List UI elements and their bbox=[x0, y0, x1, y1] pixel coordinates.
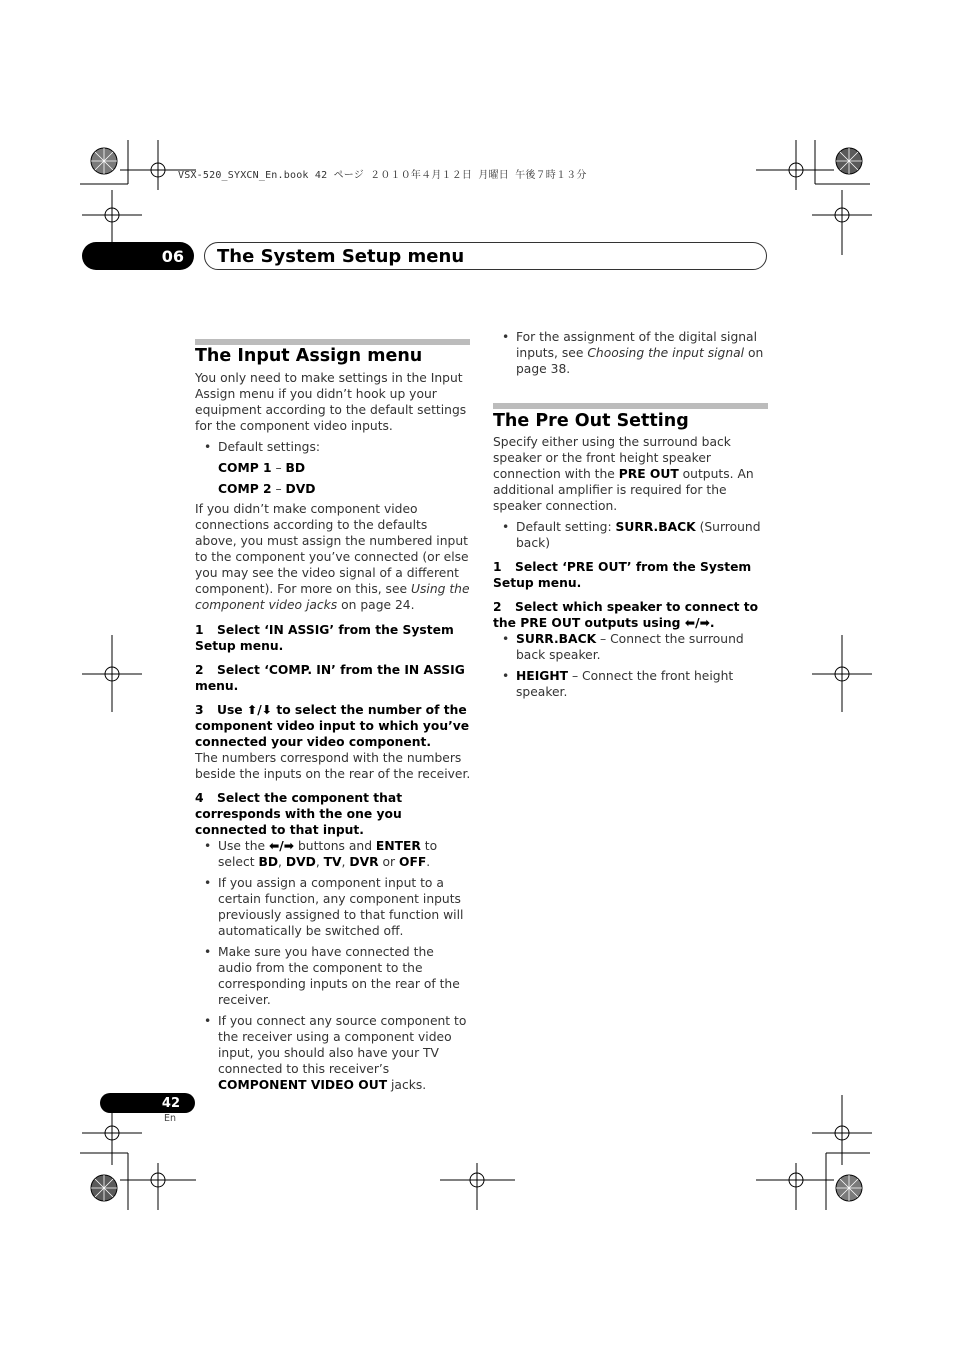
section-rule bbox=[493, 403, 768, 409]
step-1: 1 Select ‘IN ASSIG’ from the System Setup menu. bbox=[195, 623, 454, 653]
digital-signal-note bbox=[493, 329, 769, 377]
input-assign-intro: You only need to make settings in the Input Assign menu if you didn’t hook up your equipment according to the default settings for the component video inputs. bbox=[195, 371, 467, 433]
pre-out-option-surrback: • SURR.BACK – Connect the surround back speaker. bbox=[493, 631, 769, 663]
pre-out-default: • Default setting: SURR.BACK (Surround back) bbox=[493, 519, 769, 551]
input-assign-heading: The Input Assign menu bbox=[195, 346, 423, 366]
step-3: 3 Use ⬆/⬇ to select the number of the component video input to which you’ve connected your video component. bbox=[195, 703, 470, 749]
step-3-note: The numbers correspond with the numbers beside the inputs on the rear of the receiver. bbox=[195, 751, 471, 781]
pre-out-body bbox=[493, 434, 769, 700]
chapter-title bbox=[204, 242, 767, 270]
left-right-arrow-icon: ⬅/➡ bbox=[268, 839, 295, 853]
step-4-bullet-1: • Use the ⬅/➡ buttons and ENTER to select BD, DVD, TV, DVR or OFF. bbox=[195, 838, 471, 870]
step-4: 4 Select the component that corresponds with the one you connected to that input. bbox=[195, 791, 403, 837]
page-number: 42 bbox=[161, 1095, 180, 1111]
chapter-number-tab bbox=[82, 242, 194, 270]
step-4-bullet-4: • If you connect any source component to the receiver using a component video input, you should also have your TV connected to this receiver’s COMPONENT VIDEO OUT jacks. bbox=[195, 1013, 471, 1093]
language-label: En bbox=[164, 1113, 177, 1124]
chapter-title-text: The System Setup menu bbox=[217, 245, 465, 267]
chapter-number: 06 bbox=[161, 246, 184, 266]
pre-out-intro: Specify either using the surround back speaker or the front height speaker connection with the PRE OUT outputs. An additional amplifier is required for the speaker connection. bbox=[493, 435, 754, 513]
section-rule bbox=[195, 339, 470, 345]
input-assign-body bbox=[195, 370, 471, 1093]
input-assign-para2: If you didn’t make component video connections according to the defaults above, you must assign the numbered input to the component you’ve connected (or else you may see the video signal of a different component). For more on this, see Using the component video jacks on page 24. bbox=[195, 502, 470, 612]
default-settings-bullet: • Default settings: bbox=[195, 439, 471, 455]
print-header: VSX-520_SYXCN_En.book 42 ページ ２０１０年４月１２日 月曜日 午後７時１３分 bbox=[178, 170, 587, 181]
pre-out-option-height: • HEIGHT – Connect the front height speaker. bbox=[493, 668, 769, 700]
pre-out-step-2: 2 Select which speaker to connect to the PRE OUT outputs using ⬅/➡. bbox=[493, 600, 759, 630]
left-right-arrow-icon: ⬅/➡ bbox=[684, 616, 710, 630]
page-number-tab bbox=[100, 1093, 195, 1113]
step-2: 2 Select ‘COMP. IN’ from the IN ASSIG menu. bbox=[195, 663, 465, 693]
default-comp2: COMP 2 – DVD bbox=[218, 482, 316, 496]
pre-out-step-1: 1 Select ‘PRE OUT’ from the System Setup menu. bbox=[493, 560, 752, 590]
digital-signal-bullet: • For the assignment of the digital signal inputs, see Choosing the input signal on page 38. bbox=[493, 329, 769, 377]
up-down-arrow-icon: ⬆/⬇ bbox=[246, 703, 273, 717]
default-comp1: COMP 1 – BD bbox=[218, 461, 306, 475]
step-4-bullet-3: • Make sure you have connected the audio from the component to the corresponding inputs on the rear of the receiver. bbox=[195, 944, 471, 1008]
pre-out-heading: The Pre Out Setting bbox=[493, 411, 689, 431]
step-4-bullet-2: • If you assign a component input to a certain function, any component inputs previously assigned to that function will automatically be switched off. bbox=[195, 875, 471, 939]
